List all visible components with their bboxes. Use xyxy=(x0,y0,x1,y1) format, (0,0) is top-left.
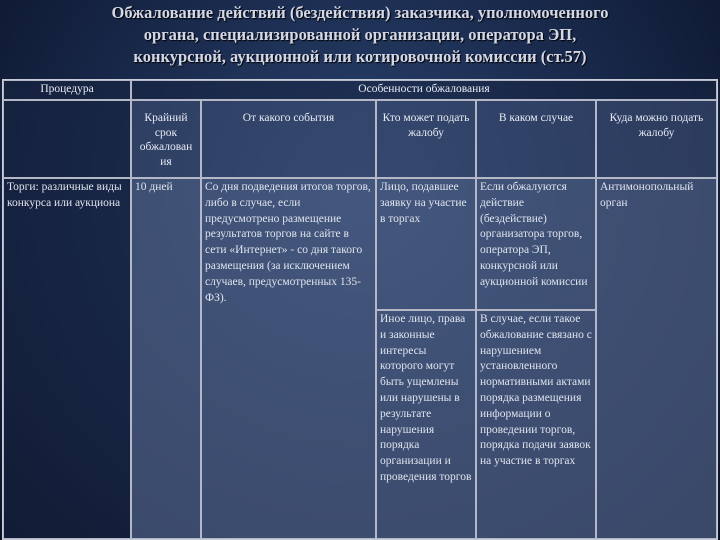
header-deadline-label: Крайний срок обжалован ия xyxy=(139,112,193,168)
when-1-text: Если обжалуются действие (бездействие) организатора торгов, оператора ЭП, конкурсной или аукционной комиссии xyxy=(480,181,588,288)
header-from-event xyxy=(201,100,376,178)
who-1-text: Лицо, подавшее заявку на участие в торгах xyxy=(380,181,467,225)
deadline-text: 10 дней xyxy=(135,181,173,193)
header-procedure xyxy=(3,80,131,100)
header-where xyxy=(596,100,717,178)
cell-where xyxy=(596,178,717,539)
header-procedure-label: Процедура xyxy=(40,83,94,95)
header-procedure-spacer xyxy=(3,100,131,178)
cell-who-2 xyxy=(376,310,476,539)
header-when-label: В каком случае xyxy=(498,112,574,124)
title-line-2: органа, специализированной организации, оператора ЭП, xyxy=(143,25,577,44)
header-who-label: Кто может подать жалобу xyxy=(382,112,470,139)
procedure-text: Торги: различные виды конкурса или аукциона xyxy=(7,181,122,209)
header-who xyxy=(376,100,476,178)
header-where-label: Куда можно подать жалобу xyxy=(609,112,704,139)
header-from-event-label: От какого события xyxy=(242,112,335,124)
cell-procedure xyxy=(3,178,131,539)
cell-deadline xyxy=(131,178,201,539)
cell-when-1 xyxy=(476,178,596,310)
where-text: Антимонопольный орган xyxy=(600,181,694,209)
title-line-1: Обжалование действий (бездействия) заказчика, уполномоченного xyxy=(111,3,609,22)
title-line-3: конкурсной, аукционной или котировочной комиссии (ст.57) xyxy=(133,47,587,66)
cell-who-1 xyxy=(376,178,476,310)
cell-from-event xyxy=(201,178,376,539)
header-when xyxy=(476,100,596,178)
header-features-label: Особенности обжалования xyxy=(358,83,490,95)
page-title xyxy=(20,2,700,68)
header-deadline xyxy=(131,100,201,178)
from-event-text: Со дня подведения итогов торгов, либо в случае, если предусмотрено размещение результатов торгов на сайте в сети «Интернет» - со дня такого размещения (за исключением случаев, предусмотренных 135-ФЗ). xyxy=(205,181,371,304)
when-2-text: В случае, если такое обжалование связано с нарушением установленного нормативными актами порядка размещения информации о проведении торгов, порядка подачи заявок на участие в торгах xyxy=(480,313,592,468)
header-features xyxy=(131,80,717,100)
who-2-text: Иное лицо, права и законные интересы которого могут быть ущемлены или нарушены в результате нарушения порядка организации и проведения торгов xyxy=(380,313,472,483)
appeal-table xyxy=(2,79,718,540)
cell-when-2 xyxy=(476,310,596,539)
